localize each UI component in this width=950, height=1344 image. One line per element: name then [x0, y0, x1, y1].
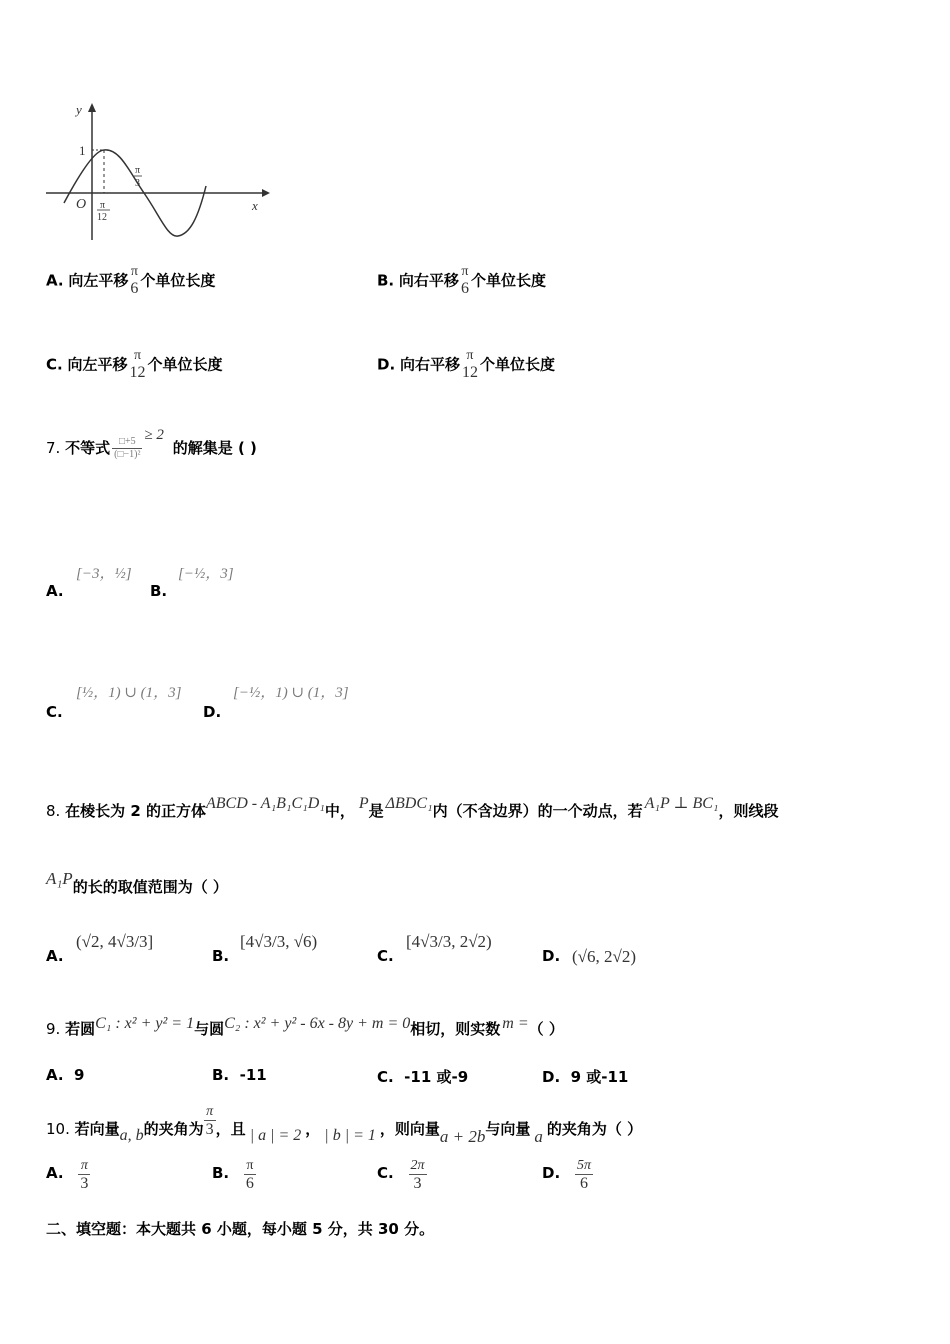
fraction: $\frac{2\pi}{3}$ — [410, 1158, 425, 1192]
option-text: 向右平移 — [398, 271, 459, 290]
option-text: 向左平移 — [68, 271, 129, 290]
option-text: -11 — [239, 1066, 267, 1084]
option-text: 个单位长度 — [140, 271, 216, 290]
option-letter: A. — [46, 582, 64, 600]
option-text: 9 — [74, 1066, 85, 1084]
q10-option-c[interactable] — [377, 1158, 427, 1193]
math-perpendicular: A₁P ⊥ BC₁ — [644, 795, 719, 812]
question-text: ， — [305, 1120, 321, 1138]
question-number: 9. — [46, 1020, 61, 1038]
question-text: 中， — [324, 802, 355, 820]
question-7 — [46, 427, 257, 461]
option-letter: D. — [377, 355, 396, 374]
q8-option-c-value: [4√3/3, 2√2) — [406, 932, 492, 951]
math-segment: A₁P — [46, 869, 73, 888]
option-letter: D. — [203, 703, 222, 721]
option-letter: C. — [46, 355, 63, 374]
q8-option-d-value: (√6, 2√2) — [572, 947, 636, 966]
y-label: y — [76, 102, 82, 117]
question-text: ，且 — [215, 1120, 246, 1138]
one-label: 1 — [79, 143, 86, 158]
option-letter: B. — [212, 1164, 230, 1182]
option-text: 向左平移 — [67, 355, 128, 374]
sine-graph — [40, 98, 270, 248]
option-letter: B. — [150, 582, 168, 600]
question-8-line2 — [46, 869, 228, 897]
q7-option-c[interactable] — [46, 703, 63, 721]
option-letter: B. — [377, 271, 395, 290]
q7-option-b[interactable] — [150, 582, 167, 600]
q6-option-b[interactable] — [377, 264, 546, 298]
question-text: 若圆 — [65, 1020, 96, 1038]
fraction: $\frac{\pi}{6}$ — [245, 1158, 254, 1192]
fraction: π 6 — [130, 264, 139, 297]
option-letter: B. — [212, 947, 230, 965]
q7-option-d-value: [−½，1) ∪ (1，3] — [233, 685, 349, 701]
q9-option-c[interactable] — [377, 1066, 468, 1087]
question-text: 的长的取值范围为（ ） — [72, 878, 228, 896]
question-text: 若向量 — [74, 1120, 120, 1138]
question-text: 与圆 — [194, 1020, 225, 1038]
fraction: π 6 — [460, 264, 469, 297]
math-triangle: ΔBDC₁ — [385, 795, 433, 812]
q8-option-a-value: (√2, 4√3/3] — [76, 932, 154, 951]
y-axis-arrow — [88, 103, 96, 112]
question-text: 与向量 — [485, 1120, 531, 1138]
question-text: 的夹角为（ ） — [546, 1120, 643, 1138]
q6-option-a[interactable] — [46, 264, 215, 298]
option-letter: D. — [542, 1164, 561, 1182]
fraction: π 12 — [461, 348, 478, 381]
pi12-num: π — [100, 200, 106, 211]
math-vector-a: a — [534, 1127, 543, 1146]
option-letter: A. — [46, 1066, 64, 1084]
q7-option-a-value: [−3，½] — [76, 566, 132, 582]
math-vector-sum: a + 2b — [439, 1127, 486, 1146]
math-m: m = — [502, 1015, 529, 1032]
inequality-relation: ≥ 2 — [144, 427, 164, 443]
question-text: 的夹角为 — [143, 1120, 204, 1138]
section-2-heading: 二、填空题：本大题共 6 小题，每小题 5 分，共 30 分。 — [46, 1220, 435, 1238]
option-letter: C. — [377, 1164, 394, 1182]
q8-option-a[interactable] — [46, 947, 64, 965]
q8-option-b-value: [4√3/3, √6) — [240, 932, 318, 951]
option-text: 向右平移 — [399, 355, 460, 374]
math-norm-b: | b | = 1 — [324, 1127, 376, 1144]
q9-option-a[interactable] — [46, 1066, 84, 1084]
x-label: x — [252, 198, 258, 213]
question-10 — [46, 1104, 642, 1144]
q7-option-d[interactable] — [203, 703, 221, 721]
option-text: 9 或-11 — [570, 1068, 629, 1086]
math-vectors: a, b — [119, 1127, 144, 1144]
option-text: 个单位长度 — [470, 271, 546, 290]
q9-option-b[interactable] — [212, 1066, 267, 1084]
math-cube: ABCD - A₁B₁C₁D₁ — [205, 795, 325, 812]
question-text: 的解集是 ( ) — [172, 439, 257, 457]
option-text: -11 或-9 — [404, 1068, 469, 1086]
q9-option-d[interactable] — [542, 1066, 628, 1087]
inequality-fraction: $\frac{□+5}{\text{(□−1)²}}$ — [114, 436, 141, 460]
q10-option-b[interactable] — [212, 1158, 256, 1193]
fraction: π 12 — [129, 348, 146, 381]
fraction: $\frac{\pi}{3}$ — [80, 1158, 89, 1192]
q7-option-b-value: [−½，3] — [178, 566, 234, 582]
question-text: 相切，则实数 — [410, 1020, 501, 1038]
question-text: ，则线段 — [718, 802, 779, 820]
angle-fraction: $\frac{\pi}{3}$ — [205, 1104, 214, 1138]
option-letter: B. — [212, 1066, 230, 1084]
question-text: ，则向量 — [379, 1120, 440, 1138]
pi3-num: π — [135, 165, 141, 176]
option-letter: A. — [46, 1164, 64, 1182]
option-letter: D. — [542, 947, 561, 965]
origin-label: O — [76, 197, 87, 212]
q8-option-b[interactable] — [212, 947, 229, 965]
question-text: 不等式 — [65, 439, 111, 457]
option-letter: A. — [46, 271, 64, 290]
q7-option-a[interactable] — [46, 582, 64, 600]
q8-option-d[interactable] — [542, 947, 560, 965]
q10-option-d[interactable] — [542, 1158, 593, 1193]
question-text: 在棱长为 2 的正方体 — [65, 802, 206, 820]
option-letter: C. — [377, 1068, 394, 1086]
q6-option-d[interactable] — [377, 348, 555, 382]
question-number: 8. — [46, 802, 61, 820]
option-text: 个单位长度 — [147, 355, 223, 374]
option-text: 个单位长度 — [479, 355, 555, 374]
math-circle-2: C₂ : x² + y² - 6x - 8y + m = 0 — [224, 1015, 411, 1032]
q8-option-c[interactable] — [377, 947, 394, 965]
q6-option-c[interactable] — [46, 348, 223, 382]
question-text: 是 — [368, 802, 384, 820]
math-norm-a: | a | = 2 — [249, 1127, 302, 1144]
q10-option-a[interactable] — [46, 1158, 90, 1193]
fraction: $\frac{5\pi}{6}$ — [576, 1158, 591, 1192]
math-p: P — [358, 795, 369, 812]
q7-option-c-value: [½，1) ∪ (1，3] — [76, 685, 182, 701]
option-letter: C. — [46, 703, 63, 721]
question-8-line1 — [46, 795, 779, 821]
question-text: 内（不含边界）的一个动点，若 — [432, 802, 643, 820]
math-circle-1: C₁ : x² + y² = 1 — [95, 1015, 195, 1032]
x-axis-arrow — [262, 189, 270, 197]
pi3-den: 3 — [135, 178, 140, 189]
question-text: （ ） — [528, 1020, 564, 1038]
option-letter: A. — [46, 947, 64, 965]
question-9 — [46, 1015, 564, 1039]
option-letter: D. — [542, 1068, 561, 1086]
option-letter: C. — [377, 947, 394, 965]
pi12-den: 12 — [97, 212, 107, 223]
question-number: 7. — [46, 439, 61, 457]
question-number: 10. — [46, 1120, 70, 1138]
